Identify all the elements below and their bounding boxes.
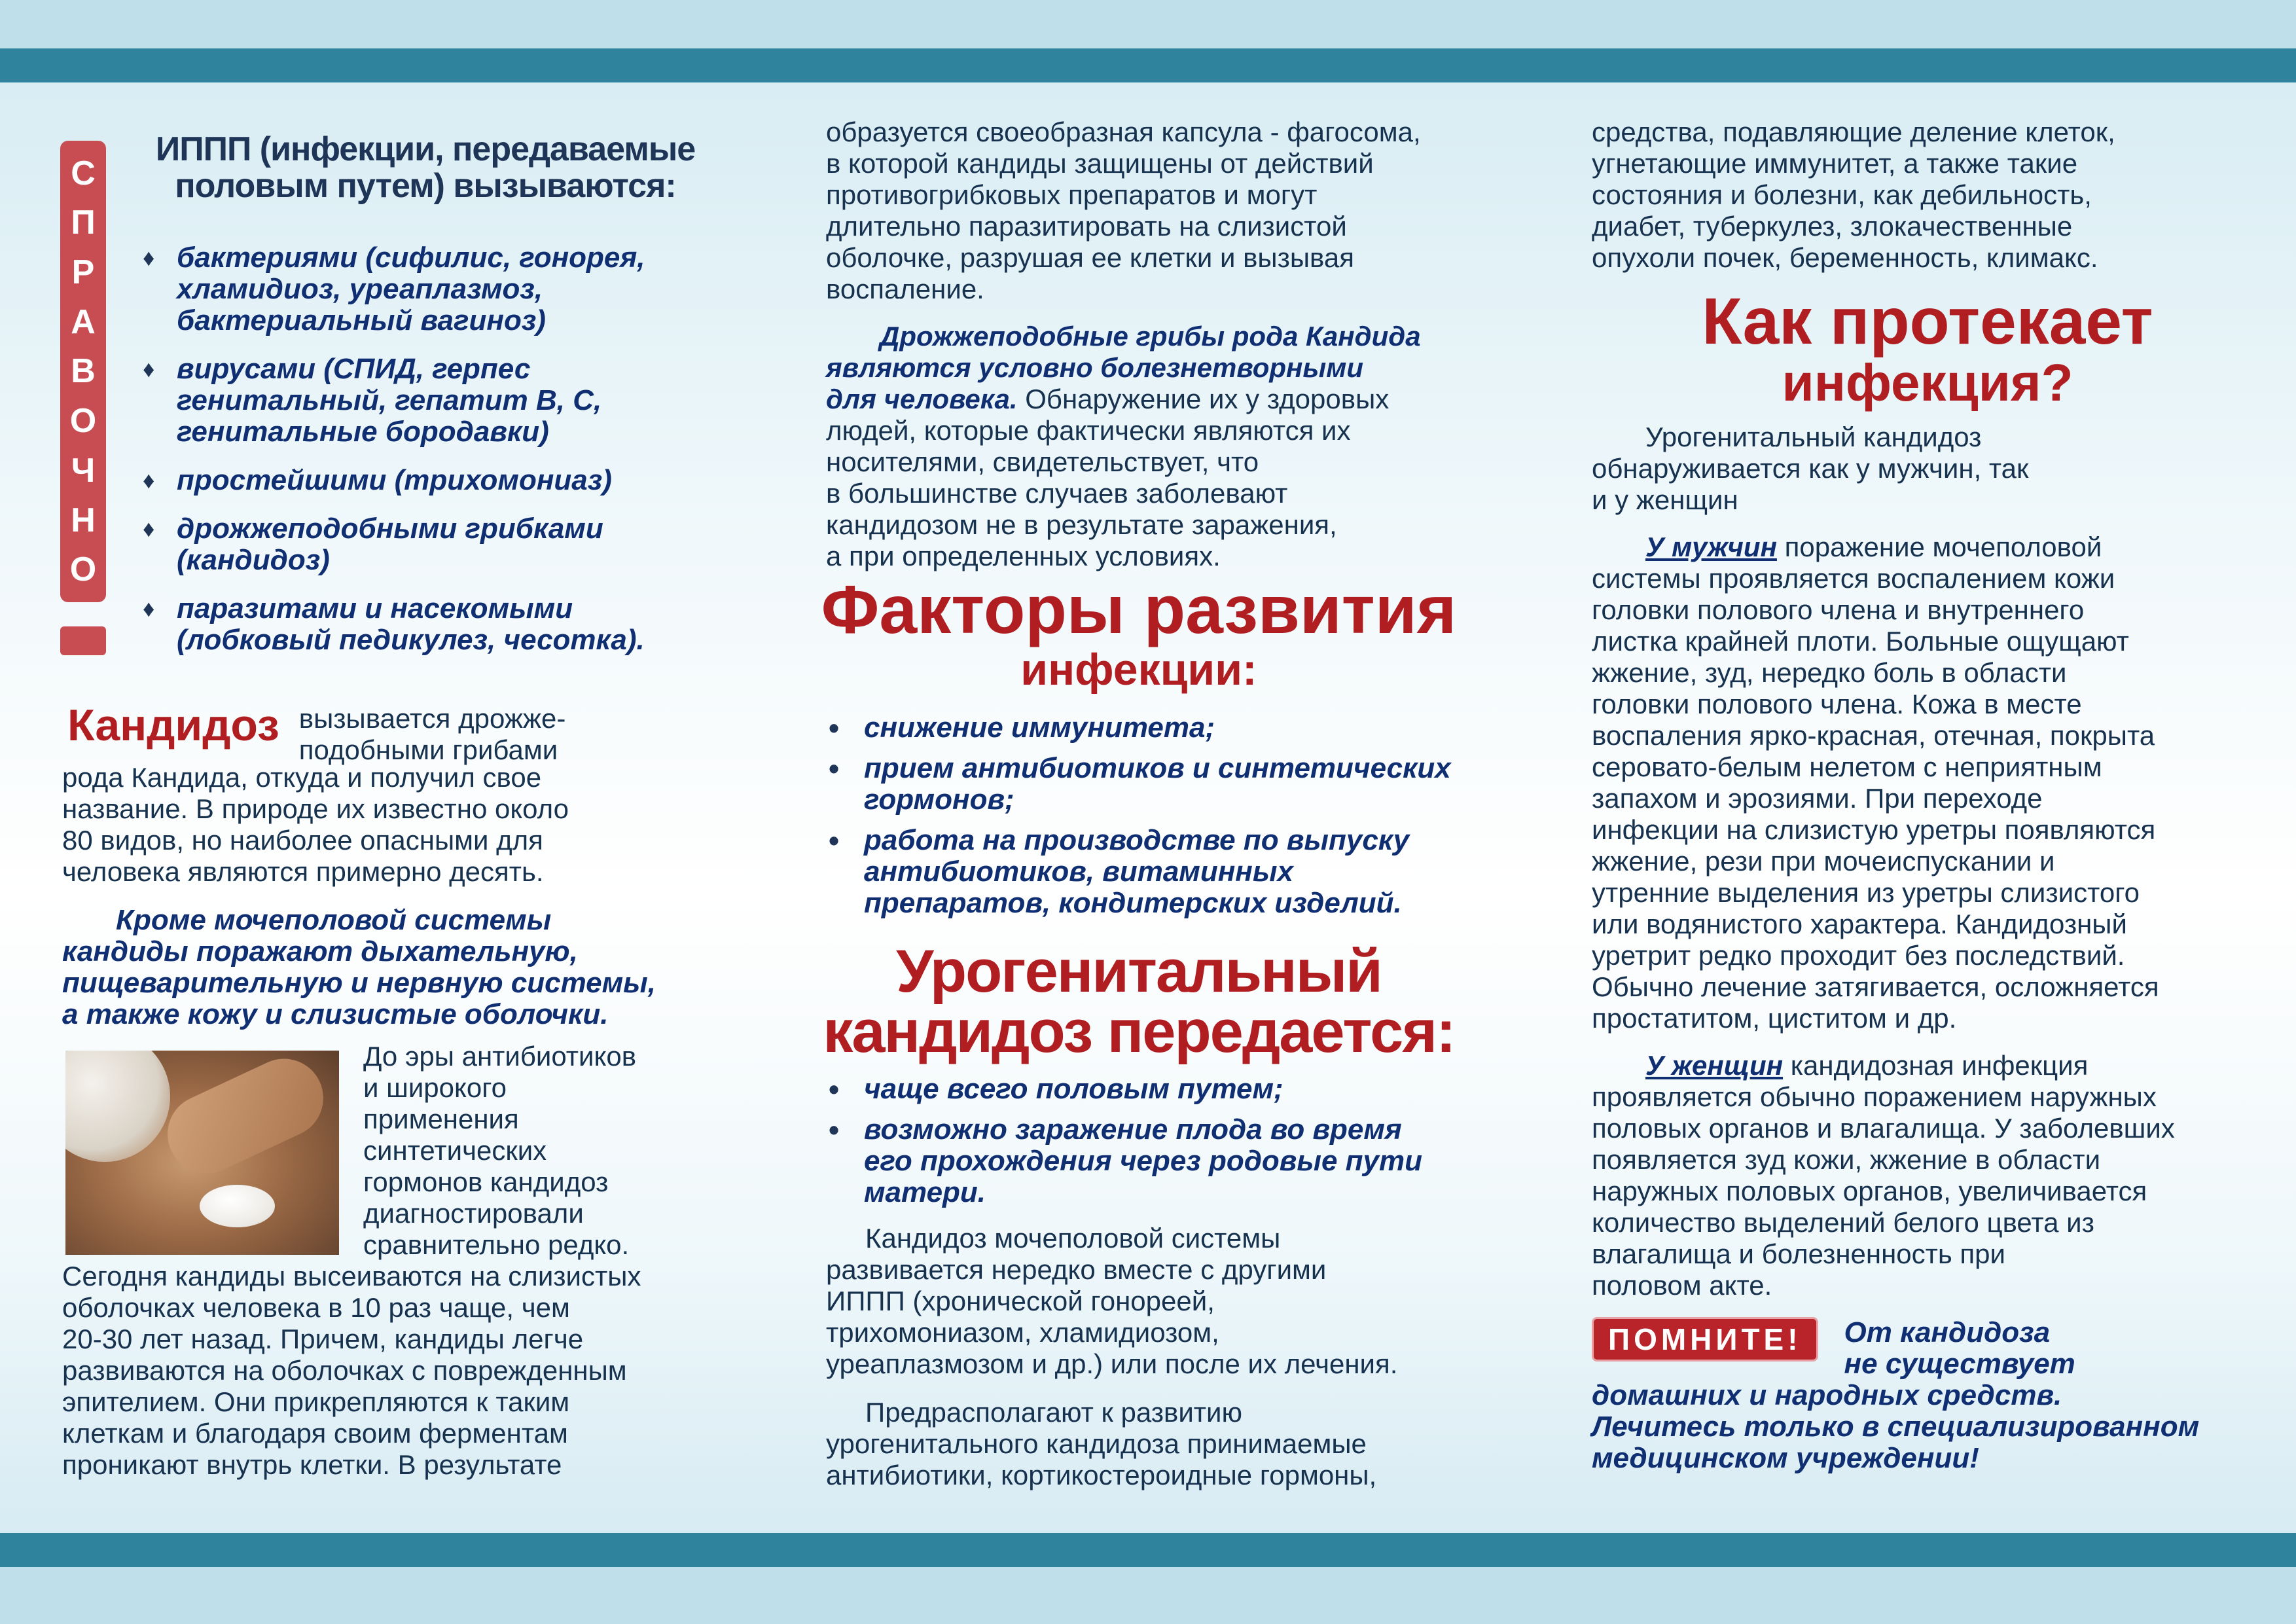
bottom-stripe xyxy=(0,1533,2296,1567)
list-item: • прием антибиотиков и синтетических гормонов; xyxy=(826,753,1487,816)
vertical-letter: П xyxy=(71,204,96,242)
vertical-letter: Н xyxy=(71,501,96,539)
list-item: ♦ простейшими (трихомониаз) xyxy=(143,465,732,496)
list-item: • возможно заражение плода во время его прохождения через родовые пути матери. xyxy=(826,1114,1487,1208)
reference-vertical-label xyxy=(60,141,106,602)
emphasis-paragraph: Кроме мочеполовой системы кандиды поражают дыхательную, пищеварительную и нервную системы, а также кожу и слизистые оболочки. xyxy=(62,904,656,1030)
vertical-letter: Ч xyxy=(71,451,96,490)
transmission-list xyxy=(826,1074,1487,1218)
course-heading: Как протекает инфекция? xyxy=(1702,285,2153,412)
vertical-letter: В xyxy=(71,352,96,391)
men-label: У мужчин xyxy=(1645,532,1777,562)
remember-block: ПОМНИТЕ! От кандидоза не существует домашних и народных средств. Лечитесь только в специализированном медицинском учреждении! xyxy=(1592,1316,2200,1474)
remember-badge: ПОМНИТЕ! xyxy=(1592,1317,1818,1362)
list-item: • снижение иммунитета; xyxy=(826,712,1487,744)
pill-photo xyxy=(65,1051,339,1255)
men-paragraph: У мужчин поражение мочеполовой системы проявляется воспалением кожи головки полового члена и внутреннего листка крайней плоти. Больные ощущают жжение, зуд, нередко боль в области головки полового члена. Кожа в месте воспаления ярко-красная, отечная, покрыта серовато-белым нелетом с неприятным запахом и эрозиями. При переходе инфекции на слизистую уретры появляются жжение, рези при мочеиспускании и утренние выделения из уретры слизистого или водянистого характера. Кандидозный уретрит редко проходит без последствий. Обычно лечение затягивается, осложняется простатитом, циститом и др. xyxy=(1592,532,2159,1034)
vertical-letter: А xyxy=(71,302,96,341)
women-label: У женщин xyxy=(1645,1050,1784,1081)
list-item: ♦ дрожжеподобными грибками (кандидоз) xyxy=(143,513,732,576)
list-item: ♦ вирусами (СПИД, герпес генитальный, гепатит В, С, генитальные бородавки) xyxy=(143,353,732,448)
vertical-letter: О xyxy=(69,550,97,589)
middle-para-1: Кандидоз мочеполовой системы развивается нередко вместе с другими ИППП (хронической гонореей, трихомониазом, хламидиозом, уреаплазмозом и др.) или после их лечения. xyxy=(826,1223,1398,1379)
middle-top-text: образуется своеобразная капсула - фагосома, в которой кандиды защищены от действий противогрибковых препаратов и могут длительно паразитировать на слизистой оболочке, разрушая ее клетки и вызывая воспаление. xyxy=(826,117,1421,304)
course-intro: Урогенитальный кандидоз обнаруживается как у мужчин, так и у женщин xyxy=(1592,422,2029,515)
photo-caption-text: До эры антибиотиков и широкого применения синтетических гормонов кандидоз диагностировали сравнительно редко. xyxy=(363,1041,637,1260)
vertical-letter: С xyxy=(71,154,96,192)
factors-list xyxy=(826,712,1487,928)
bottom-band xyxy=(0,1567,2296,1624)
middle-para-2: Предрасполагают к развитию урогенитального кандидоза принимаемые антибиотики, кортикостероидные гормоны, xyxy=(826,1397,1377,1490)
list-item: ♦ паразитами и насекомыми (лобковый педикулез, чесотка). xyxy=(143,593,732,656)
women-paragraph: У женщин кандидозная инфекция проявляется обычно поражением наружных половых органов и влагалища. У заболевших появляется зуд кожи, жжение в области наружных половых органов, увеличивается количество выделений белого цвета из влагалища и болезненность при половом акте. xyxy=(1592,1050,2175,1301)
vertical-letter: Р xyxy=(71,253,95,292)
top-stripe xyxy=(0,48,2296,82)
vertical-letter: О xyxy=(69,402,97,441)
causes-list xyxy=(143,242,732,673)
list-item: ♦ бактериями (сифилис, гонорея, хламидиоз, уреаплазмоз, бактериальный вагиноз) xyxy=(143,242,732,336)
kandidoz-section: Кандидоз вызывается дрожже- подобными грибами рода Кандида, откуда и получил свое название. В природе их известно около 80 видов, но наиболее опасными для человека являются примерно десять. xyxy=(62,700,569,887)
list-item: • чаще всего половым путем; xyxy=(826,1074,1487,1105)
top-band xyxy=(0,0,2296,48)
factors-heading: Факторы развития инфекции: xyxy=(821,572,1457,695)
list-item: • работа на производстве по выпуску антибиотиков, витаминных препаратов, кондитерских изделий. xyxy=(826,825,1487,919)
ippp-title: ИППП (инфекции, передаваемые половым путем) вызываются: xyxy=(155,130,696,205)
transmission-heading: Урогенитальный кандидоз передается: xyxy=(823,938,1455,1065)
fungi-paragraph: Дрожжеподобные грибы рода Кандида являются условно болезнетворными для человека. Обнаружение их у здоровых людей, которые фактически являются их носителями, свидетельствует, что в большинстве случаев заболевают кандидозом не в результате заражения, а при определенных условиях. xyxy=(826,321,1421,571)
vertical-label-foot xyxy=(60,626,106,655)
left-bottom-text: Сегодня кандиды высеиваются на слизистых оболочках человека в 10 раз чаще, чем 20-30 лет назад. Причем, кандиды легче развиваются на оболочках с поврежденным эпителием. Они прикрепляются к таким клеткам и благодаря своим ферментам проникают внутрь клетки. В результате xyxy=(62,1261,641,1480)
kandidoz-heading: Кандидоз xyxy=(67,700,279,750)
right-top-text: средства, подавляющие деление клеток, угнетающие иммунитет, а также такие состояния и болезни, как дебильность, диабет, туберкулез, злокачественные опухоли почек, беременность, климакс. xyxy=(1592,117,2115,273)
